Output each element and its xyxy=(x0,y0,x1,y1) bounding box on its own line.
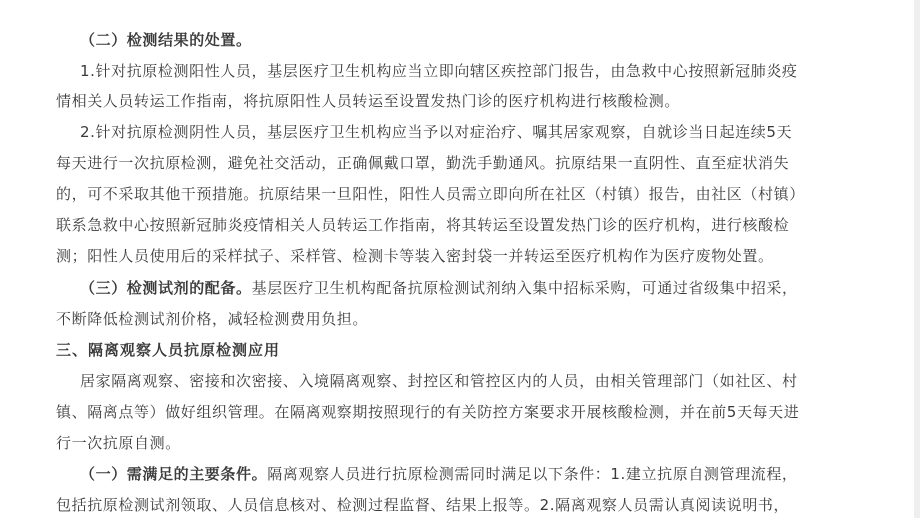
paragraph-line: 联系急救中心按照新冠肺炎疫情相关人员转运工作指南，将其转运至设置发热门诊的医疗机构，进行核酸检 xyxy=(56,216,790,234)
paragraph-line: 的，可不采取其他干预措施。抗原结果一旦阳性，阳性人员需立即向所在社区（村镇）报告，由社区（村镇） xyxy=(56,185,805,203)
section-heading-2: （二）检测结果的处置。 xyxy=(80,31,252,49)
section-heading-3: （三）检测试剂的配备。 xyxy=(80,279,252,297)
paragraph-line: 不断降低检测试剂价格，减轻检测费用负担。 xyxy=(56,310,369,328)
paragraph-line: 1.针对抗原检测阳性人员，基层医疗卫生机构应当立即向辖区疾控部门报告，由急救中心按照新冠肺炎疫 xyxy=(80,62,798,80)
paragraph-line: 镇、隔离点等）做好组织管理。在隔离观察期按照现行的有关防控方案要求开展核酸检测，并在前5天每天进 xyxy=(56,403,800,421)
paragraph-line: 居家隔离观察、密接和次密接、入境隔离观察、封控区和管控区内的人员，由相关管理部门（如社区、村 xyxy=(80,372,798,390)
paragraph-line xyxy=(80,278,798,298)
paragraph-line: 测；阳性人员使用后的采样拭子、采样管、检测卡等装入密封袋一并转运至医疗机构作为医疗废物处置。 xyxy=(56,247,774,265)
paragraph-line: 情相关人员转运工作指南，将抗原阳性人员转运至设置发热门诊的医疗机构进行核酸检测。 xyxy=(56,92,681,110)
scrollbar-track[interactable] xyxy=(914,0,920,518)
paragraph-line: 包括抗原检测试剂领取、人员信息核对、检测过程监督、结果上报等。2.隔离观察人员需认真阅读说明书， xyxy=(56,496,790,514)
paragraph-line: 每天进行一次抗原检测，避免社交活动，正确佩戴口罩，勤洗手勤通风。抗原结果一直阴性、直至症状消失 xyxy=(56,154,790,172)
subsection-heading: （一）需满足的主要条件。 xyxy=(80,465,268,483)
inline-text: 基层医疗卫生机构配备抗原检测试剂纳入集中招标采购，可通过省级集中招采， xyxy=(251,279,798,297)
inline-text: 隔离观察人员进行抗原检测需同时满足以下条件：1.建立抗原自测管理流程， xyxy=(267,465,798,483)
paragraph-line: 行一次抗原自测。 xyxy=(56,434,181,452)
paragraph-line xyxy=(80,464,798,484)
paragraph-line: 2.针对抗原检测阴性人员，基层医疗卫生机构应当予以对症治疗、嘱其居家观察，自就诊当日起连续5天 xyxy=(80,123,793,141)
chapter-heading: 三、隔离观察人员抗原检测应用 xyxy=(56,341,281,359)
